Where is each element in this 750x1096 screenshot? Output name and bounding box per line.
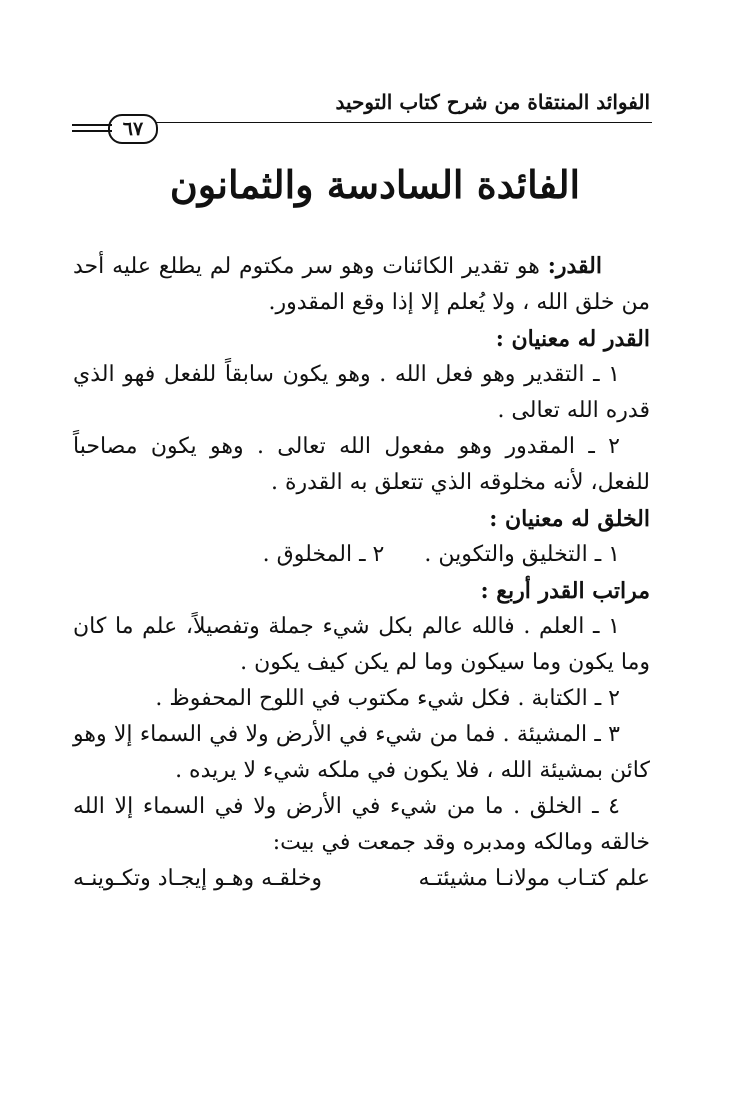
header-rule — [155, 122, 652, 123]
page-body — [73, 248, 650, 897]
khalq-meanings-line — [73, 537, 650, 573]
qadar-meaning-item: ١ ـ التقدير وهو فعل الله . وهو يكون سابقاً للفعل فهو الذي قدره الله تعالى . — [73, 362, 650, 423]
intro-term: القدر: — [547, 253, 602, 279]
chapter-title: الفائدة السادسة والثمانون — [169, 162, 581, 207]
levels-heading: مراتب القدر أربع : — [480, 578, 650, 604]
page-number: ٦٧ — [108, 114, 158, 144]
running-header-title: الفوائد المنتقاة من شرح كتاب التوحيد — [335, 90, 650, 114]
level-item: ١ ـ العلم . فالله عالم بكل شيء جملة وتفصيلاً، علم ما كان وما يكون وما سيكون وما لم يكن كيف يكون . — [73, 614, 650, 675]
khalq-meaning-item: ١ ـ التخليق والتكوين . — [424, 542, 620, 567]
qadar-meanings-heading: القدر له معنيان : — [495, 326, 650, 352]
poetry-verse — [73, 861, 650, 897]
page-number-ornament — [72, 114, 156, 144]
verse-first-hemistich: علم كتـاب مولانـا مشيئتـه — [418, 866, 650, 891]
verse-second-hemistich: وخلقـه وهـو إيجـاد وتكـوينـه — [73, 866, 322, 891]
khalq-meaning-item: ٢ ـ المخلوق . — [262, 542, 385, 567]
page-number-lines — [72, 124, 112, 136]
intro-paragraph — [73, 248, 650, 321]
intro-text: هو تقدير الكائنات وهو سر مكتوم لم يطلع عليه أحد من خلق الله ، ولا يُعلم إلا إذا وقع المقدور. — [73, 254, 650, 315]
level-item: ٢ ـ الكتابة . فكل شيء مكتوب في اللوح المحفوظ . — [155, 686, 620, 711]
level-item: ٣ ـ المشيئة . فما من شيء في الأرض ولا في السماء إلا وهو كائن بمشيئة الله ، فلا يكون في ملكه شيء لا يريده . — [73, 722, 650, 783]
qadar-meaning-item: ٢ ـ المقدور وهو مفعول الله تعالى . وهو يكون مصاحباً للفعل، لأنه مخلوقه الذي تتعلق به القدرة . — [73, 434, 650, 495]
khalq-meanings-heading: الخلق له معنيان : — [489, 506, 650, 532]
level-item: ٤ ـ الخلق . ما من شيء في الأرض ولا في السماء إلا الله خالقه ومالكه ومدبره وقد جمعت في بيت: — [73, 794, 650, 855]
